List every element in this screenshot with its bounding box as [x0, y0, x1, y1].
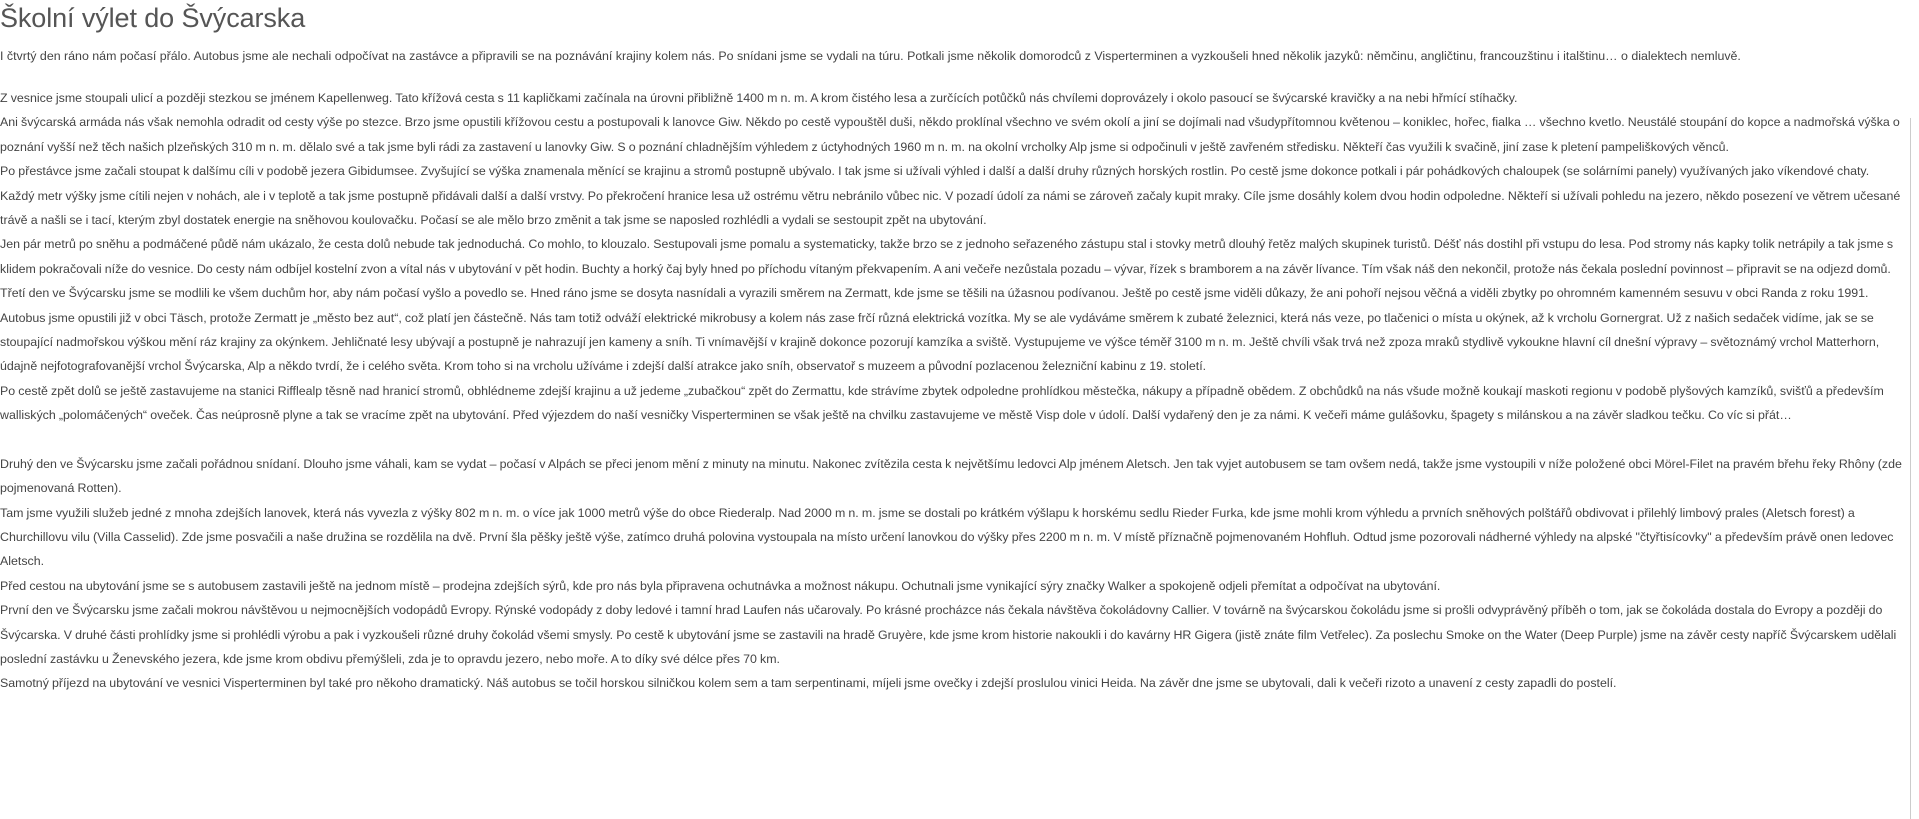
paragraph: Před cestou na ubytování jsme se s autobusem zastavili ještě na jednom místě – prodejna zdejších sýrů, kde pro nás byla připravena ochutnávka a možnost nákupu. Ochutnali jsme vynikající sýry značky Walker a spokojeně odjeli přemítat a odpočívat na ubytování. — [0, 578, 1441, 593]
paragraph: Z vesnice jsme stoupali ulicí a později stezkou se jménem Kapellenweg. Tato křížová cesta s 11 kapličkami začínala na úrovni přibližně 1400 m n. m. A krom čistého lesa a zurčících potůčků nás chvílemi doprovázely i okolo pasoucí se švýcarské kravičky a na nebi hřmící stíhačky. — [0, 91, 1518, 105]
paragraph: Samotný příjezd na ubytování ve vesnici Visperterminen byl také pro někoho dramatický. Náš autobus se točil horskou silničkou kolem sem a tam serpentinami, míjeli jsme ovečky i zdejší proslulou vinici Heida. Na závěr dne jsme se ubytovali, dali k večeři rizoto a unavení z cesty zapadli do postelí. — [0, 676, 1617, 691]
paragraph: Jen pár metrů po sněhu a podmáčené půdě nám ukázalo, že cesta dolů nebude tak jednoduchá. Co mohlo, to klouzalo. Sestupovali jsme pomalu a systematicky, takže brzo se z jednoho seřazeného zástupu stal i stovky metrů dlouhý řetěz malých skupinek turistů. Déšť nás dostihl při vstupu do lesa. Pod stromy nás kapky tolik netrápily a tak jsme s klidem pokračovali níže do vesnice. Do cesty nám odbíjel kostelní zvon a vítal nás v ubytování v pět hodin. Buchty a horký čaj byly hned po příchodu vítaným překvapením. A ani večeře nezůstala pozadu – vývar, řízek s bramborem a na závěr lívance. Tím však náš den nekončil, protože nás čekala poslední povinnost – připravit se na odjezd domů. — [0, 237, 1894, 276]
paragraph: První den ve Švýcarsku jsme začali mokrou návštěvou u nejmocnějších vodopádů Evropy. Rýnské vodopády z doby ledové i tamní hrad Laufen nás učarovaly. Po krásné procházce nás čekala návštěva čokoládovny Callier. V továrně na švýcarskou čokoládu jsme si prošli odvyprávěný příběh o tom, jak se čokoláda dostala do Evropy a později do Švýcarska. V druhé části prohlídky jsme si prohlédli výrobu a pak i vyzkoušeli různé druhy čokolád všemi smysly. Po cestě k ubytování jsme se zastavili na hradě Gruyère, kde jsme krom historie nakoukli i do kavárny HR Gigera (jistě znáte film Vetřelec). Za poslechu Smoke on the Water (Deep Purple) jsme na závěr cesty napříč Švýcarskem udělali poslední zastávku u Ženevského jezera, kde jsme krom obdivu přemýšleli, zda je to opravdu jezero, nebo moře. A to díky své délce přes 70 km. — [0, 603, 1897, 666]
paragraph: Třetí den ve Švýcarsku jsme se modlili ke všem duchům hor, aby nám počasí vyšlo a povedlo se. Hned ráno jsme se dosyta nasnídali a vyrazili směrem na Zermatt, kde jsme se těšili na úžasnou podívanou. Ještě po cestě jsme viděli důkazy, že ani pohoří nejsou věčná a viděli zbytky po ohromném kamenném sesuvu v obci Randa z roku 1991. — [0, 286, 1869, 301]
intro-paragraph: I čtvrtý den ráno nám počasí přálo. Autobus jsme ale nechali odpočívat na zastávce a připravili se na poznávání krajiny kolem nás. Po snídani jsme se vydali na túru. Potkali jsme několik domorodců z Visperterminen a vyzkoušeli hned několik jazyků: němčinu, angličtinu, francouzštinu i italštinu… o dialektech nemluvě. — [0, 49, 1741, 63]
section-day-3-4 — [0, 86, 1919, 428]
paragraph: Po cestě zpět dolů se ještě zastavujeme na stanici Rifflealp těsně nad hranicí stromů, obhlédneme zdejší krajinu a už jedeme „zubačkou“ zpět do Zermattu, kde strávíme zbytek odpoledne prohlídkou městečka, nákupy a případně obědem. Z obchůdků na nás všude možně koukají maskoti regionu v podobě plyšových kamzíků, svišťů a především walliských „polomáčených“ oveček. Čas neúprosně plyne a tak se vracíme zpět na ubytování. Před výjezdem do naší vesničky Visperterminen se však ještě na chvilku zastavujeme ve městě Visp dole v údolí. Další vydařený den je za námi. K večeři máme gulášovku, špagety s milánskou a na závěr sladkou tečku. Co víc si přát… — [0, 383, 1884, 423]
paragraph: Autobus jsme opustili již v obci Täsch, protože Zermatt je „město bez aut“, což platí jen částečně. Nás tam totiž odváží elektrické mikrobusy a kolem nás zase frčí různá elektrická vozítka. My se ale vydáváme směrem k zubaté železnici, která nás veze, po tlačenici o místa u okýnek, až k vrcholu Gornergrat. Už z našich sedaček vidíme, jak se se stoupající nadmořskou výškou mění ráz krajiny za okýnkem. Jehličnaté lesy ubývají a postupně je nahrazují jen kameny a sníh. Ti vnímavější v krajině dokonce pozorují kamzíka a sviště. Vystupujeme ve výšce téměř 3100 m n. m. Ještě chvíli však trvá než zpoza mraků stydlivě vykoukne hlavní cíl dnešní výpravy – světoznámý vrchol Matterhorn, údajně nejfotografovanější vrchol Švýcarska, Alp a někdo tvrdí, že i celého světa. Krom toho si na vrcholu užíváme i zdejší další atrakce jako sníh, observatoř s muzeem a původní pozlacenou železniční kabinu z 19. století. — [0, 310, 1880, 374]
paragraph: Každý metr výšky jsme cítili nejen v nohách, ale i v teplotě a tak jsme postupně přidávali další a další vrstvy. Po překročení hranice lesa už ostrému větru nebránilo vůbec nic. V pozadí údolí za námi se zároveň začaly kupit mraky. Cíle jsme dosáhly kolem dvou hodin odpoledne. Někteří si užívali pohledu na jezero, někdo posezení ve větrem učesané trávě a našli se i tací, kterým zbyl dostatek energie na sněhovou koulovačku. Počasí se ale mělo brzo změnit a tak jsme se naposled rozhlédli a vydali se sestoupit zpět na ubytování. — [0, 188, 1901, 228]
paragraph: Tam jsme využili služeb jedné z mnoha zdejších lanovek, která nás vyvezla z výšky 802 m n. m. o více jak 1000 metrů výše do obce Riederalp. Nad 2000 m n. m. jsme se dostali po krátkém výšlapu k horskému sedlu Rieder Furka, kde jsme mohli krom výhledu a prvních sněhových polštářů obdivovat i přilehlý limbový prales (Aletsch forest) a Churchillovu vilu (Villa Casselid). Zde jsme posvačili a naše družina se rozdělila na dvě. První šla pěšky ještě výše, zatímco druhá polovina vystoupala na místo určení lanovkou do výšky přes 2200 m n. m. V místě příznačně pojmenovaném Hohfluh. Odtud jsme pozorovali nádherné výhledy na alpské "čtyřtisícovky" a především právě onen ledovec Aletsch. — [0, 505, 1894, 569]
paragraph: Druhý den ve Švýcarsku jsme začali pořádnou snídaní. Dlouho jsme váhali, kam se vydat – počasí v Alpách se přeci jenom mění z minuty na minutu. Nakonec zvítězila cesta k největšímu ledovci Alp jménem Aletsch. Jen tak vyjet autobusem se tam ovšem nedá, takže jsme vystoupili v níže položené obci Mörel-Filet na pravém břehu řeky Rhôny (zde pojmenovaná Rotten). — [0, 456, 1902, 496]
page-title: Školní výlet do Švýcarska — [0, 3, 306, 33]
section-day-1-2 — [0, 452, 1919, 696]
content-border-line — [1910, 118, 1911, 819]
paragraph: Po přestávce jsme začali stoupat k dalšímu cíli v podobě jezera Gibidumsee. Zvyšující se výška znamenala měnící se krajinu a stromů postupně ubývalo. I tak jsme si užívali výhled i další a další druhy různých horských rostlin. Po cestě jsme dokonce potkali i pár pohádkových chaloupek (se solárními panely) využívaných jako víkendové chaty. — [0, 164, 1870, 179]
paragraph: Ani švýcarská armáda nás však nemohla odradit od cesty výše po stezce. Brzo jsme opustili křížovou cestu a postupovali k lanovce Giw. Někdo po cestě vypouštěl duši, někdo proklínal všechno ve svém okolí a jiní se dojímali nad všudypřítomnou květenou – koniklec, hořec, fialka … všechno kvetlo. Neustálé stoupání do kopce a nadmořská výška o poznání vyšší než těch našich plzeňských 310 m n. m. dělalo své a tak jsme byli rádi za zastavení u lanovky Giw. S o poznání chladnějším výhledem z úctyhodných 1960 m n. m. na okolní vrcholky Alp jsme si odpočinuli v ještě zavřeném středisku. Někteří čas využili k svačině, jiní zase k pletení pampeliškových věnců. — [0, 115, 1900, 154]
